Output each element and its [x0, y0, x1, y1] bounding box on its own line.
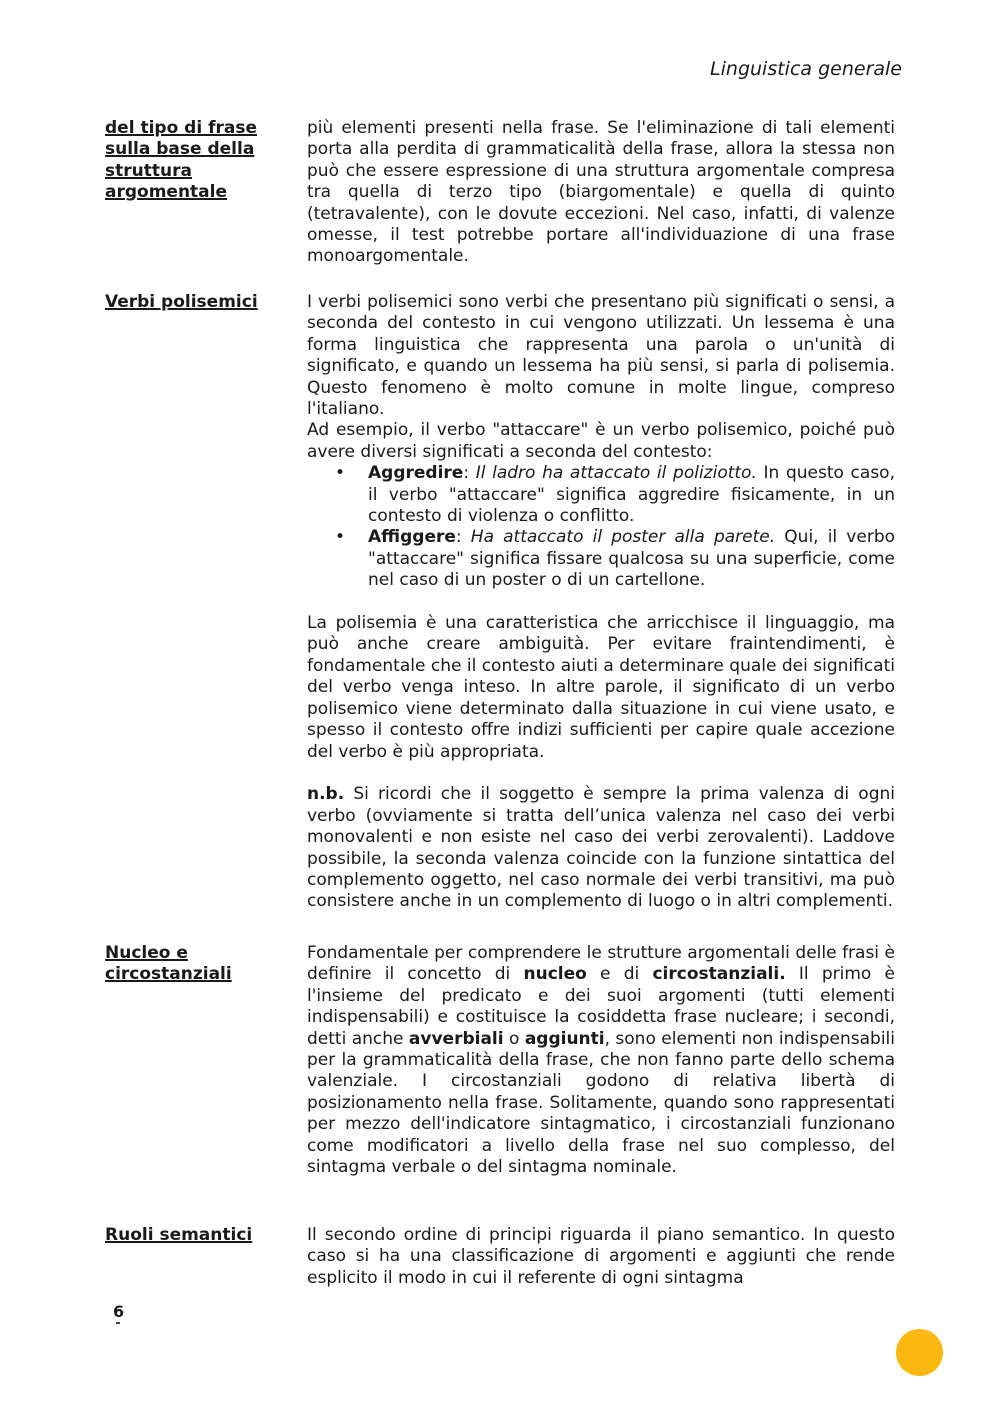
side-heading-line: Nucleo e	[105, 943, 188, 963]
list-term: Aggredire	[368, 463, 464, 484]
list-term: Affiggere	[368, 527, 456, 548]
side-heading-line: sulla base della	[105, 139, 255, 160]
page-number-fragment	[116, 1322, 120, 1324]
text-run: o	[503, 1028, 525, 1049]
paragraph: I verbi polisemici sono verbi che presentano più significati o sensi, a seconda del contesto in cui vengono utilizzati. Un lessema è una forma linguistica che rappresenta una parola o un'unità di significato, e quando un lessema ha più sensi, si parla di polisemia. Questo fenomeno è molto comune in molte lingue, compreso l'italiano.	[307, 292, 895, 420]
side-heading-verbi-polisemici: Verbi polisemici	[105, 292, 258, 312]
term-circostanziali: circostanziali.	[652, 964, 786, 985]
nb-text: Si ricordi che il soggetto è sempre la prima valenza di ogni verbo (ovviamente si tratta dell’unica valenza nel caso dei verbi monovalenti e non esiste nel caso dei verbi zerovalenti). Laddove possibile, la seconda valenza coincide con la funzione sintattica del complemento oggetto, nel caso normale dei verbi transitivi, ma può consistere anche in un complemento di luogo o in altri complementi.	[307, 784, 895, 912]
text-run: Fondamentale per comprendere le strutture argomentali delle frasi è definire il concetto di	[307, 943, 895, 985]
yellow-circle-icon	[896, 1329, 943, 1376]
running-header: Linguistica generale	[710, 58, 902, 80]
list-example: Ha attaccato il poster alla parete.	[470, 527, 776, 548]
list-sep: :	[455, 527, 471, 548]
list-example: Il ladro ha attaccato il poliziotto.	[475, 463, 757, 484]
text-run: e di	[586, 964, 653, 985]
side-heading-nucleo	[105, 943, 285, 986]
list-text: Qui, il verbo "attaccare" significa fissare qualcosa su una superficie, come nel caso di un poster o di un cartellone.	[368, 527, 896, 591]
side-heading-line: del tipo di frase	[105, 118, 257, 138]
side-heading-ruoli-semantici: Ruoli semantici	[105, 1225, 253, 1245]
section-body-frase-tipo	[307, 118, 895, 268]
bullet-icon: •	[335, 463, 346, 484]
side-heading-line: circostanziali	[105, 964, 232, 985]
paragraph: Ad esempio, il verbo "attaccare" è un verbo polisemico, poiché può avere diversi significati a seconda del contesto:	[307, 420, 895, 462]
list-item	[335, 527, 896, 591]
section-body-nucleo	[307, 943, 895, 1178]
paragraph: più elementi presenti nella frase. Se l'eliminazione di tali elementi porta alla perdita di grammaticalità della frase, allora la stessa non può che essere espressione di una struttura argomentale compresa tra quella di terzo tipo (biargomentale) e quella di quinto (tetravalente), con le dovute eccezioni. Nel caso, infatti, di valenze omesse, il test potrebbe portare all'individuazione di una frase monoargomentale.	[307, 118, 895, 267]
section-body-ruoli-semantici	[307, 1225, 895, 1289]
text-run: Il primo è l'insieme del predicato e dei suoi argomenti (tutti elementi indispensabili) e costituisce la cosiddetta frase nucleare; i secondi, detti anche	[307, 964, 896, 1049]
list-item	[335, 463, 895, 527]
text-run: , sono elementi non indispensabili per la grammaticalità della frase, che non fanno parte dello schema valenziale. I circostanziali godono di relativa libertà di posizionamento nella frase. Solitamente, quando sono rappresentati per mezzo dell'indicatore sintagmatico, i circostanziali funzionano come modificatori a livello della frase nel suo complesso, del sintagma verbale o del sintagma nominale.	[307, 1028, 895, 1178]
section-body-verbi-polisemici	[307, 292, 895, 913]
term-nucleo: nucleo	[523, 964, 587, 985]
example-list	[307, 463, 895, 591]
term-aggiunti: aggiunti	[524, 1028, 605, 1049]
paragraph: Il secondo ordine di principi riguarda il piano semantico. In questo caso si ha una classificazione di argomenti e aggiunti che rende esplicito il modo in cui il referente di ogni sintagma	[307, 1225, 895, 1288]
term-avverbiali: avverbiali	[408, 1028, 504, 1049]
side-heading-frase-tipo	[105, 118, 285, 204]
side-heading-line: struttura	[105, 160, 192, 181]
nb-label: n.b.	[307, 784, 345, 805]
list-sep: :	[463, 463, 476, 484]
paragraph	[307, 943, 895, 1178]
page-number: 6	[113, 1302, 125, 1321]
list-text: In questo caso, il verbo "attaccare" significa aggredire fisicamente, in un contesto di violenza o conflitto.	[368, 463, 895, 527]
side-heading-line: argomentale	[105, 182, 228, 203]
nb-paragraph	[307, 784, 895, 912]
bullet-icon: •	[335, 527, 346, 548]
paragraph: La polisemia è una caratteristica che arricchisce il linguaggio, ma può anche creare ambiguità. Per evitare fraintendimenti, è fondamentale che il contesto aiuti a determinare quale dei significati del verbo venga inteso. In altre parole, il significato di un verbo polisemico viene determinato dalla situazione in cui viene usato, e spesso il contesto offre indizi sufficienti per capire quale accezione del verbo è più appropriata.	[307, 613, 895, 762]
